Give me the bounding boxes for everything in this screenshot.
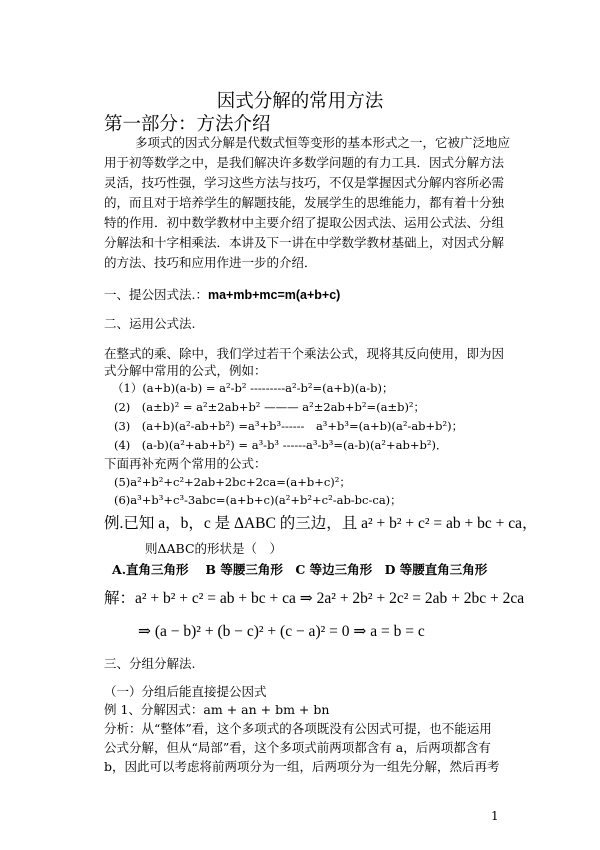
section-1-label: 一、提公因式法.： — [104, 287, 208, 302]
more-formulas-label: 下面再补充两个常用的公式： — [104, 456, 267, 471]
part1-heading: 第一部分：方法介绍 — [104, 114, 271, 135]
formula-2: (2) (a±b)² = a²±2ab+b² ——— a²±2ab+b²=(a±b)²； — [114, 400, 426, 414]
page-number: 1 — [491, 809, 499, 823]
analysis-line: 分析：从“整体”看，这个多项式的各项既没有公因式可提，也不能运用 — [104, 721, 492, 736]
intro-line: 用于初等数学之中，是我们解决许多数学问题的有力工具．因式分解方法 — [104, 155, 505, 170]
intro-line: 多项式的因式分解是代数式恒等变形的基本形式之一，它被广泛地应 — [135, 135, 511, 150]
formula-6: (6)a³+b³+c³-3abc=(a+b+c)(a²+b²+c²-ab-bc-ca)； — [114, 493, 402, 507]
intro-line: 灵活，技巧性强，学习这些方法与技巧，不仅是掌握因式分解内容所必需 — [104, 175, 505, 190]
example-solution-line-1: 解：a² + b² + c² = ab + bc + ca ⇒ 2a² + 2b² + 2c² = 2ab + 2bc + 2ca — [104, 590, 525, 607]
section-1-heading — [104, 287, 340, 303]
section-3-subheading: （一）分组后能直接提公因式 — [104, 684, 267, 699]
intro-line: 的，而且对于培养学生的解题技能，发展学生的思维能力，都有着十分独 — [104, 195, 505, 210]
document-title: 因式分解的常用方法 — [216, 91, 384, 112]
analysis-line: 公式分解，但从“局部”看，这个多项式前两项都含有 a，后两项都含有 — [104, 740, 491, 755]
section-3-heading: 三、分组分解法. — [104, 656, 196, 671]
section-2-heading: 二、运用公式法. — [104, 316, 196, 331]
formula-5: (5)a²+b²+c²+2ab+2bc+2ca=(a+b+c)²； — [114, 475, 351, 489]
section-2-intro: 式分解中常用的公式，例如： — [104, 363, 267, 378]
example-options: A.直角三角形 B 等腰三角形 C 等边三角形 D 等腰直角三角形 — [112, 562, 488, 577]
example-solution-line-2: ⇒ (a − b)² + (b − c)² + (c − a)² = 0 ⇒ a = b = c — [138, 623, 425, 640]
example-1: 例 1、分解因式：am + an + bm + bn — [104, 702, 330, 717]
intro-line: 分解法和十字相乘法．本讲及下一讲在中学数学教材基础上，对因式分解 — [104, 235, 505, 250]
intro-line: 的方法、技巧和应用作进一步的介绍． — [104, 255, 317, 270]
analysis-line: b，因此可以考虑将前两项分为一组，后两项分为一组先分解，然后再考 — [104, 759, 500, 774]
formula-1: （1）(a+b)(a-b) = a²-b² ---------a²-b²=(a+b)(a-b)； — [112, 381, 394, 395]
formula-4: (4) (a-b)(a²+ab+b²) = a³-b³ ------a³-b³=(a-b)(a²+ab+b²)． — [114, 438, 448, 452]
example-question: 则ΔABC的形状是（ ） — [145, 541, 283, 556]
example-statement: 例.已知 a，b，c 是 ΔABC 的三边，且 a² + b² + c² = ab + bc + ca， — [104, 515, 538, 532]
section-1-formula: ma+mb+mc=m(a+b+c) — [207, 288, 341, 302]
formula-3: (3) (a+b)(a²-ab+b²) =a³+b³------ a³+b³=(a+b)(a²-ab+b²)； — [114, 419, 464, 433]
intro-line: 特的作用．初中数学教材中主要介绍了提取公因式法、运用公式法、分组 — [104, 215, 505, 230]
section-2-intro: 在整式的乘、除中，我们学过若干个乘法公式，现将其反向使用，即为因 — [104, 346, 505, 361]
